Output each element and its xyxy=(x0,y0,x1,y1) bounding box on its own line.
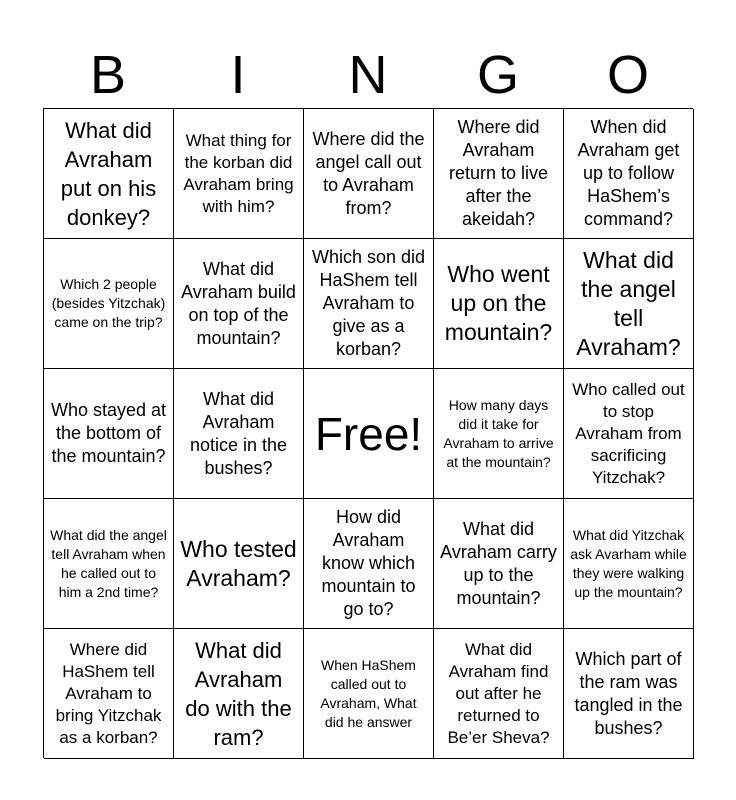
bingo-cell[interactable] xyxy=(434,239,564,369)
header-letter-b: B xyxy=(89,45,127,105)
cell-text: When did Avraham get up to follow HaShem’s command? xyxy=(577,117,680,229)
cell-text: When HaShem called out to Avraham, What did he answer xyxy=(320,656,417,730)
bingo-cell[interactable] xyxy=(434,629,564,759)
bingo-cell[interactable] xyxy=(304,629,434,759)
bingo-cell[interactable] xyxy=(174,109,304,239)
cell-text: Which 2 people (besides Yitzchak) came on the trip? xyxy=(51,276,166,330)
cell-text: Which son did HaShem tell Avraham to give as a korban? xyxy=(311,247,426,359)
cell-text: What did Yitzchak ask Avarham while they were walking up the mountain? xyxy=(570,526,687,600)
bingo-cell[interactable] xyxy=(434,109,564,239)
cell-text: Which part of the ram was tangled in the bushes? xyxy=(574,648,683,738)
cell-text: What did Avraham find out after he returned to Be’er Sheva? xyxy=(447,639,550,747)
cell-text: What did the angel tell Avraham when he called out to him a 2nd time? xyxy=(50,526,167,600)
bingo-cell[interactable] xyxy=(44,629,174,759)
bingo-cell[interactable] xyxy=(564,239,694,369)
cell-text: Who went up on the mountain? xyxy=(444,261,553,345)
cell-text: Where did the angel call out to Avraham from? xyxy=(312,128,425,218)
cell-text: Who called out to stop Avraham from sacrificing Yitzchak? xyxy=(572,379,685,487)
cell-text: What did Avraham notice in the bushes? xyxy=(189,388,288,478)
free-space[interactable] xyxy=(304,369,434,499)
bingo-cell[interactable] xyxy=(174,629,304,759)
cell-text: How many days did it take for Avraham to arrive at the mountain? xyxy=(443,396,554,470)
bingo-cell[interactable] xyxy=(174,499,304,629)
bingo-header xyxy=(43,42,693,108)
header-letter-n: N xyxy=(348,45,388,105)
bingo-grid xyxy=(43,108,693,758)
bingo-cell[interactable] xyxy=(44,369,174,499)
cell-text: Who tested Avraham? xyxy=(180,535,297,591)
bingo-cell[interactable] xyxy=(564,499,694,629)
header-letter-g: G xyxy=(476,45,519,105)
bingo-cell[interactable] xyxy=(44,499,174,629)
cell-text: Where did Avraham return to live after the akeidah? xyxy=(448,117,549,229)
bingo-cell[interactable] xyxy=(174,239,304,369)
bingo-cell[interactable] xyxy=(304,109,434,239)
cell-text: Who stayed at the bottom of the mountain? xyxy=(50,400,167,466)
bingo-cell[interactable] xyxy=(564,369,694,499)
header-letter-i: I xyxy=(230,45,246,105)
cell-text: What did Avraham put on his donkey? xyxy=(60,117,157,230)
bingo-cell[interactable] xyxy=(434,369,564,499)
bingo-cell[interactable] xyxy=(304,499,434,629)
bingo-cell[interactable] xyxy=(304,239,434,369)
cell-text: What did Avraham do with the ram? xyxy=(185,637,292,750)
free-label: Free! xyxy=(314,407,423,460)
bingo-cell[interactable] xyxy=(174,369,304,499)
cell-text: Where did HaShem tell Avraham to bring Yitzchak as a korban? xyxy=(55,639,162,747)
bingo-cell[interactable] xyxy=(44,239,174,369)
bingo-cell[interactable] xyxy=(564,629,694,759)
bingo-cell[interactable] xyxy=(564,109,694,239)
cell-text: How did Avraham know which mountain to go to? xyxy=(321,507,416,619)
bingo-cell[interactable] xyxy=(44,109,174,239)
bingo-cell[interactable] xyxy=(434,499,564,629)
cell-text: What did the angel tell Avraham? xyxy=(576,246,681,360)
cell-text: What thing for the korban did Avraham bring with him? xyxy=(183,130,294,216)
cell-text: What did Avraham carry up to the mountain? xyxy=(440,518,557,608)
header-letter-o: O xyxy=(606,45,649,105)
cell-text: What did Avraham build on top of the mountain? xyxy=(181,258,296,348)
